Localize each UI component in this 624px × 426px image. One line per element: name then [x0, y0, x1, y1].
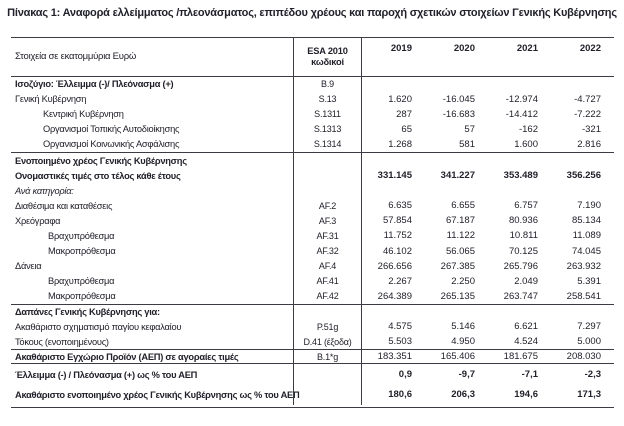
value-cell: 65 — [401, 123, 412, 135]
value-cell — [425, 305, 488, 320]
row-label: Ανά κατηγορία: — [15, 185, 74, 196]
value-cell: 6.635 — [388, 200, 412, 212]
row-label: Δαπάνες Γενικής Κυβέρνησης για: — [15, 307, 160, 318]
row-label: Ακαθάριστο Εγχώριο Προϊόν (ΑΕΠ) σε αγοραίες τιμές — [15, 351, 239, 362]
table-row — [11, 183, 614, 198]
table-row — [11, 320, 614, 335]
value-cell: 356.256 — [566, 170, 601, 182]
value-cell: 5.000 — [577, 336, 601, 348]
esa-code: P.51g — [293, 320, 362, 335]
header-units-label: Στοιχεία σε εκατομμύρια Ευρώ — [15, 51, 137, 63]
value-cell: 74.045 — [571, 245, 601, 257]
header-year-2021: 2021 — [516, 43, 538, 54]
value-cell: 85.134 — [571, 215, 601, 227]
value-cell — [551, 305, 614, 320]
row-label: Οργανισμοί Τοπικής Αυτοδιοίκησης — [43, 124, 180, 135]
value-cell: 4.950 — [451, 336, 475, 348]
value-cell: 206,3 — [451, 389, 475, 401]
value-cell: 5.146 — [451, 321, 475, 333]
row-label: Δάνεια — [15, 261, 42, 272]
value-cell: 7.190 — [577, 200, 601, 212]
value-cell: 353.489 — [503, 170, 538, 182]
table-row — [11, 168, 614, 183]
table-row — [11, 122, 614, 137]
esa-code — [293, 168, 362, 183]
value-cell: 171,3 — [577, 389, 601, 401]
value-cell: 1.620 — [388, 93, 412, 105]
deficit-debt-table — [11, 37, 614, 408]
table-row — [11, 244, 614, 259]
esa-code: S.1311 — [293, 107, 362, 122]
esa-code: B.1*g — [293, 350, 362, 364]
value-cell: 266.656 — [377, 260, 412, 272]
value-cell: -162 — [518, 123, 538, 135]
table-row — [11, 274, 614, 289]
esa-code: D.41 (έξοδα) — [293, 334, 362, 349]
header-esa-line2: κωδικοί — [311, 56, 344, 67]
value-cell: 265.135 — [440, 290, 475, 302]
value-cell: 57.854 — [382, 215, 412, 227]
row-label: Χρεόγραφα — [15, 215, 61, 226]
header-year-2019: 2019 — [390, 43, 412, 54]
value-cell: -14.412 — [505, 108, 538, 120]
esa-code: AF.42 — [293, 289, 362, 304]
header-esa-line1: ESA 2010 — [307, 45, 348, 56]
esa-code: AF.2 — [293, 198, 362, 213]
value-cell: 1.600 — [514, 138, 538, 150]
value-cell — [362, 153, 425, 168]
row-label: Βραχυπρόθεσμα — [48, 276, 115, 287]
table-row — [11, 259, 614, 274]
value-cell: 258.541 — [566, 290, 601, 302]
row-label: Ενοποιημένο χρέος Γενικής Κυβέρνησης — [15, 155, 187, 166]
value-cell: 6.621 — [514, 321, 538, 333]
value-cell: 263.747 — [503, 290, 538, 302]
esa-code: AF.32 — [293, 244, 362, 259]
table-body — [11, 77, 614, 405]
value-cell: -2,3 — [584, 369, 601, 381]
value-cell — [551, 77, 614, 92]
value-cell: 57 — [464, 123, 475, 135]
esa-code: S.1313 — [293, 122, 362, 137]
esa-code: AF.4 — [293, 259, 362, 274]
table-row — [11, 137, 614, 152]
table-row — [11, 334, 614, 349]
esa-code — [293, 153, 362, 168]
row-label: Μακροπρόθεσμα — [48, 246, 116, 257]
value-cell: -7,1 — [521, 369, 538, 381]
value-cell: 2.267 — [388, 275, 412, 287]
table-row — [11, 213, 614, 228]
table-row — [11, 107, 614, 122]
section-ratios — [11, 364, 614, 404]
table-row — [11, 289, 614, 304]
value-cell: 267.385 — [440, 260, 475, 272]
value-cell: 208.030 — [566, 351, 601, 363]
section-balance — [11, 77, 614, 153]
esa-code: S.13 — [293, 92, 362, 107]
table-row — [11, 77, 614, 92]
value-cell — [362, 305, 425, 320]
row-label: Ισοζύγιο: Έλλειμμα (-)/ Πλεόνασμα (+) — [15, 79, 174, 90]
value-cell: -16.045 — [442, 93, 475, 105]
value-cell: 4.524 — [514, 336, 538, 348]
value-cell — [488, 305, 551, 320]
row-label: Ακαθάριστο σχηματισμό παγίου κεφαλαίου — [15, 321, 182, 332]
value-cell: -7.222 — [574, 108, 601, 120]
table-row — [11, 92, 614, 107]
value-cell: 5.503 — [388, 336, 412, 348]
table-row — [11, 228, 614, 243]
value-cell — [425, 77, 488, 92]
row-label: Γενική Κυβέρνηση — [15, 94, 87, 105]
table-row — [11, 364, 614, 384]
value-cell: 7.297 — [577, 321, 601, 333]
esa-code — [293, 305, 362, 320]
value-cell: 4.575 — [388, 321, 412, 333]
value-cell — [551, 183, 614, 198]
esa-code — [293, 385, 362, 405]
value-cell — [551, 153, 614, 168]
value-cell: 165.406 — [440, 351, 475, 363]
header-year-2022: 2022 — [579, 43, 601, 54]
value-cell: 331.145 — [377, 170, 412, 182]
header-esa-code — [293, 38, 362, 76]
value-cell: -4.727 — [574, 93, 601, 105]
value-cell: -321 — [581, 123, 601, 135]
value-cell: 10.811 — [509, 230, 538, 242]
value-cell: 80.936 — [508, 215, 538, 227]
esa-code — [293, 183, 362, 198]
value-cell: -12.974 — [505, 93, 538, 105]
row-label: Μακροπρόθεσμα — [48, 291, 116, 302]
table-row — [11, 350, 614, 364]
row-label: Διαθέσιμα και καταθέσεις — [15, 200, 113, 211]
esa-code: S.1314 — [293, 137, 362, 152]
value-cell: 0,9 — [398, 369, 412, 381]
value-cell — [488, 183, 551, 198]
esa-code: AF.3 — [293, 213, 362, 228]
row-label: Έλλειμμα (-) / Πλεόνασμα (+) ως % του ΑΕΠ — [15, 369, 198, 380]
value-cell: 183.351 — [377, 351, 412, 363]
row-label: Ονομαστικές τιμές στο τέλος κάθε έτους — [15, 170, 181, 181]
header-year-2020: 2020 — [453, 43, 475, 54]
row-label: Ακαθάριστο ενοποιημένο χρέος Γενικής Κυβέρνησης ως % του ΑΕΠ — [15, 389, 300, 400]
value-cell: 67.187 — [445, 215, 475, 227]
row-label: Βραχυπρόθεσμα — [48, 230, 115, 241]
row-label: Οργανισμοί Κοινωνικής Ασφάλισης — [43, 139, 180, 150]
esa-code: AF.31 — [293, 228, 362, 243]
value-cell: 6.757 — [514, 200, 538, 212]
row-label: Τόκους (ενοποιημένους) — [15, 336, 109, 347]
value-cell: 1.268 — [388, 138, 412, 150]
value-cell: 46.102 — [382, 245, 412, 257]
table-row — [11, 385, 614, 405]
value-cell: 70.125 — [508, 245, 538, 257]
value-cell: 6.655 — [451, 200, 475, 212]
value-cell — [425, 153, 488, 168]
value-cell: 581 — [459, 138, 475, 150]
section-expenditure — [11, 305, 614, 350]
esa-code: B.9 — [293, 77, 362, 92]
value-cell: 341.227 — [440, 170, 475, 182]
table-row — [11, 305, 614, 320]
value-cell: 2.250 — [451, 275, 475, 287]
section-gdp — [11, 350, 614, 365]
value-cell: 180,6 — [388, 389, 412, 401]
value-cell: 181.675 — [503, 351, 538, 363]
value-cell: 11.752 — [383, 230, 412, 242]
esa-code: AF.41 — [293, 274, 362, 289]
value-cell: 2.816 — [577, 138, 601, 150]
value-cell: 264.389 — [377, 290, 412, 302]
value-cell — [425, 183, 488, 198]
page-title: Πίνακας 1: Αναφορά ελλείμματος /πλεονάσματος, επιπέδου χρέους και παροχή σχετικών στοιχείων Γενικής Κυβέρνησης — [7, 7, 617, 19]
value-cell: -16.683 — [442, 108, 475, 120]
value-cell — [362, 77, 425, 92]
value-cell: 287 — [396, 108, 412, 120]
value-cell: 5.391 — [577, 275, 601, 287]
value-cell: 11.089 — [572, 230, 601, 242]
section-debt — [11, 153, 614, 305]
row-label: Κεντρική Κυβέρνηση — [43, 109, 124, 120]
value-cell — [488, 77, 551, 92]
value-cell: 263.932 — [566, 260, 601, 272]
table-header-row — [11, 38, 614, 77]
value-cell — [488, 153, 551, 168]
value-cell: 11.122 — [446, 230, 475, 242]
esa-code — [293, 364, 362, 384]
value-cell: -9,7 — [458, 369, 475, 381]
value-cell: 265.796 — [503, 260, 538, 272]
table-row — [11, 153, 614, 168]
value-cell: 56.065 — [445, 245, 475, 257]
value-cell — [362, 183, 425, 198]
value-cell: 194,6 — [514, 389, 538, 401]
value-cell: 2.049 — [514, 275, 538, 287]
table-row — [11, 198, 614, 213]
